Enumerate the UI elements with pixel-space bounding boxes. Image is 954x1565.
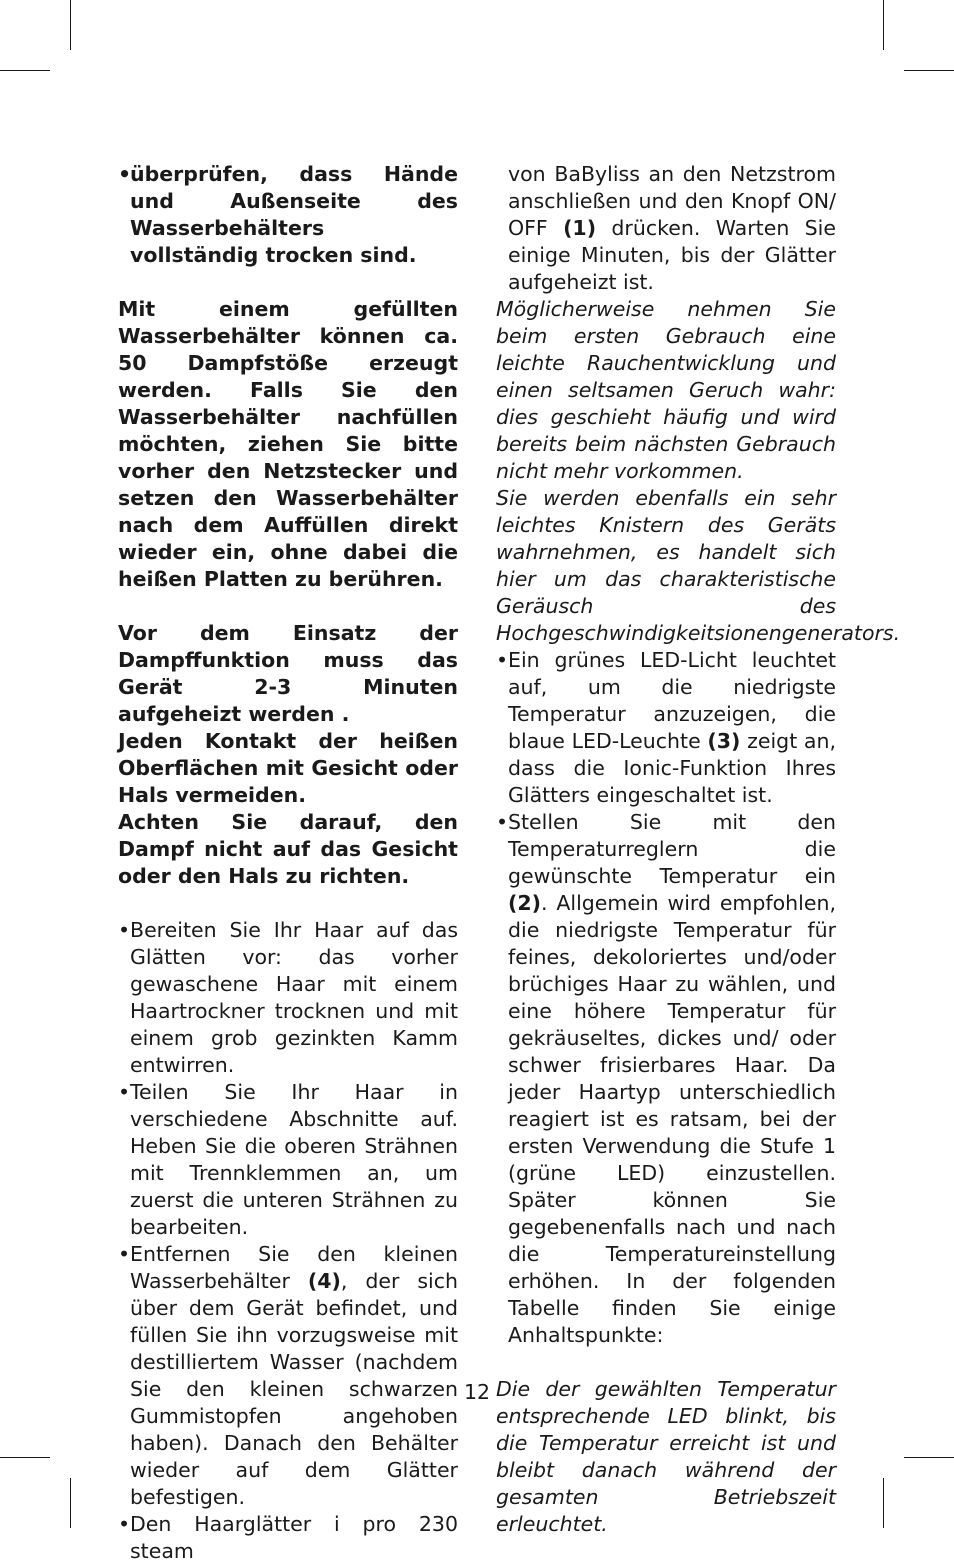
bullet-marker: • <box>118 1242 131 1266</box>
bullet-check-dry <box>118 161 458 269</box>
crop-mark-bottom-left <box>70 1478 71 1528</box>
bullet-marker: • <box>118 162 132 186</box>
bullet-sections <box>118 1079 458 1241</box>
crop-mark-top-left <box>70 0 71 50</box>
bullet-marker: • <box>496 810 509 834</box>
note-led-blink: Die der gewählten Temperatur entsprechende LED blinkt, bis die Temperatur erreicht ist und bleibt danach während der gesamten Betriebszeit erleuchtet. <box>496 1377 836 1536</box>
text-run: von BaByliss an den Netzstrom anschließen und den Knopf ON/ OFF <box>508 162 836 240</box>
bullet-text: Teilen Sie Ihr Haar in verschiedene Abschnitte auf. Heben Sie die oberen Strähnen mit Trennklemmen an, um zuerst die unteren Strähnen zu bearbeiten. <box>130 1080 458 1239</box>
reference-number: (1) <box>563 216 597 240</box>
page-number: 12 <box>463 1380 491 1404</box>
bullet-text: . Allgemein wird empfohlen, die niedrigste Temperatur für feines, dekoloriertes und/oder brüchiges Haar zu wählen, und eine höhere Temperatur für gekräuseltes, dickes und/ oder schwer frisierbares Haar. Da jeder Haartyp unterschiedlich reagiert ist es ratsam, bei der ersten Verwendung die Stufe 1 (grüne LED) einzustellen. Später können Sie gegebenenfalls nach und nach die Temperatureinstellung erhöhen. In der folgenden Tabelle finden Sie einige Anhaltspunkte: <box>508 891 836 1347</box>
bullet-text: Ein grünes LED-Licht leuchtet auf, um die niedrigste Temperatur anzuzeigen, die blaue LED-Leuchte <box>508 648 836 753</box>
bullet-text: Stellen Sie mit den Temperaturreglern die gewünschte Temperatur ein <box>508 810 836 888</box>
left-column <box>118 161 458 1565</box>
crop-mark-top-right <box>883 0 884 50</box>
crop-mark-bottom-right <box>904 1457 954 1458</box>
warning-steam-direction: Achten Sie darauf, den Dampf nicht auf das Gesicht oder den Hals zu richten. <box>118 810 458 888</box>
bullet-text: , der sich über dem Gerät befindet, und füllen Sie ihn vorzugsweise mit destilliertem Wasser (nachdem Sie den kleinen schwarzen Gummistopfen angehoben haben). Danach den Behälter wieder auf dem Glätter befestigen. <box>130 1269 458 1509</box>
bullet-marker: • <box>118 1080 131 1104</box>
crop-mark-top-left <box>0 70 50 71</box>
reference-number: (4) <box>307 1269 341 1293</box>
crop-mark-top-right <box>904 70 954 71</box>
reference-number: (2) <box>508 891 542 915</box>
bullet-connect <box>118 1511 458 1565</box>
bullet-marker: • <box>118 918 131 942</box>
bullet-marker: • <box>496 648 509 672</box>
right-column <box>496 161 901 1538</box>
warning-avoid-contact: Jeden Kontakt der heißen Oberflächen mit Gesicht oder Hals vermeiden. <box>118 729 458 807</box>
bullet-prepare-hair <box>118 917 458 1079</box>
bullet-temperature <box>496 809 836 1349</box>
bullet-text: Entfernen Sie den kleinen Wasserbehälter <box>130 1242 458 1293</box>
note-crackle: Sie werden ebenfalls ein sehr leichtes Knistern des Geräts wahrnehmen, es handelt sich hier um das charakteristische Geräusch des Hochgeschwindigkeitsionengenerators. <box>496 486 901 645</box>
crop-mark-bottom-right <box>883 1478 884 1528</box>
bullet-marker: • <box>118 1512 131 1536</box>
bullet-text: zeigt an, dass die Ionic-Funktion Ihres Glätters eingeschaltet ist. <box>508 729 836 807</box>
bullet-text: Bereiten Sie Ihr Haar auf das Glätten vor: das vorher gewaschene Haar mit einem Haartrockner trocknen und mit einem grob gezinkten Kamm entwirren. <box>130 918 458 1077</box>
warning-heat-up: Vor dem Einsatz der Dampffunktion muss das Gerät 2-3 Minuten aufgeheizt werden . <box>118 621 458 726</box>
reference-number: (3) <box>707 729 741 753</box>
paragraph-refill: Mit einem gefüllten Wasserbehälter können ca. 50 Dampfstöße erzeugt werden. Falls Sie den Wasserbehälter nachfüllen möchten, ziehen Sie bitte vorher den Netzstecker und setzen den Wasserbehälter nach dem Auffüllen direkt wieder ein, ohne dabei die heißen Platten zu berühren. <box>118 297 458 591</box>
bullet-fill-tank <box>118 1241 458 1511</box>
text-run: drücken. Warten Sie einige Minuten, bis der Glätter aufgeheizt ist. <box>508 216 836 294</box>
note-first-use-smoke: Möglicherweise nehmen Sie beim ersten Gebrauch eine leichte Rauchentwicklung und einen seltsamen Geruch wahr: dies geschieht häufig und wird bereits beim nächsten Gebrauch nicht mehr vorkommen. <box>496 297 836 483</box>
bullet-led <box>496 647 836 809</box>
paragraph-connect-continued <box>496 161 836 296</box>
bullet-text: Den Haarglätter i pro 230 steam <box>130 1512 458 1563</box>
crop-mark-bottom-left <box>0 1457 50 1458</box>
bullet-text: überprüfen, dass Hände und Außenseite des Wasserbehälters vollständig trocken sind. <box>130 162 458 267</box>
